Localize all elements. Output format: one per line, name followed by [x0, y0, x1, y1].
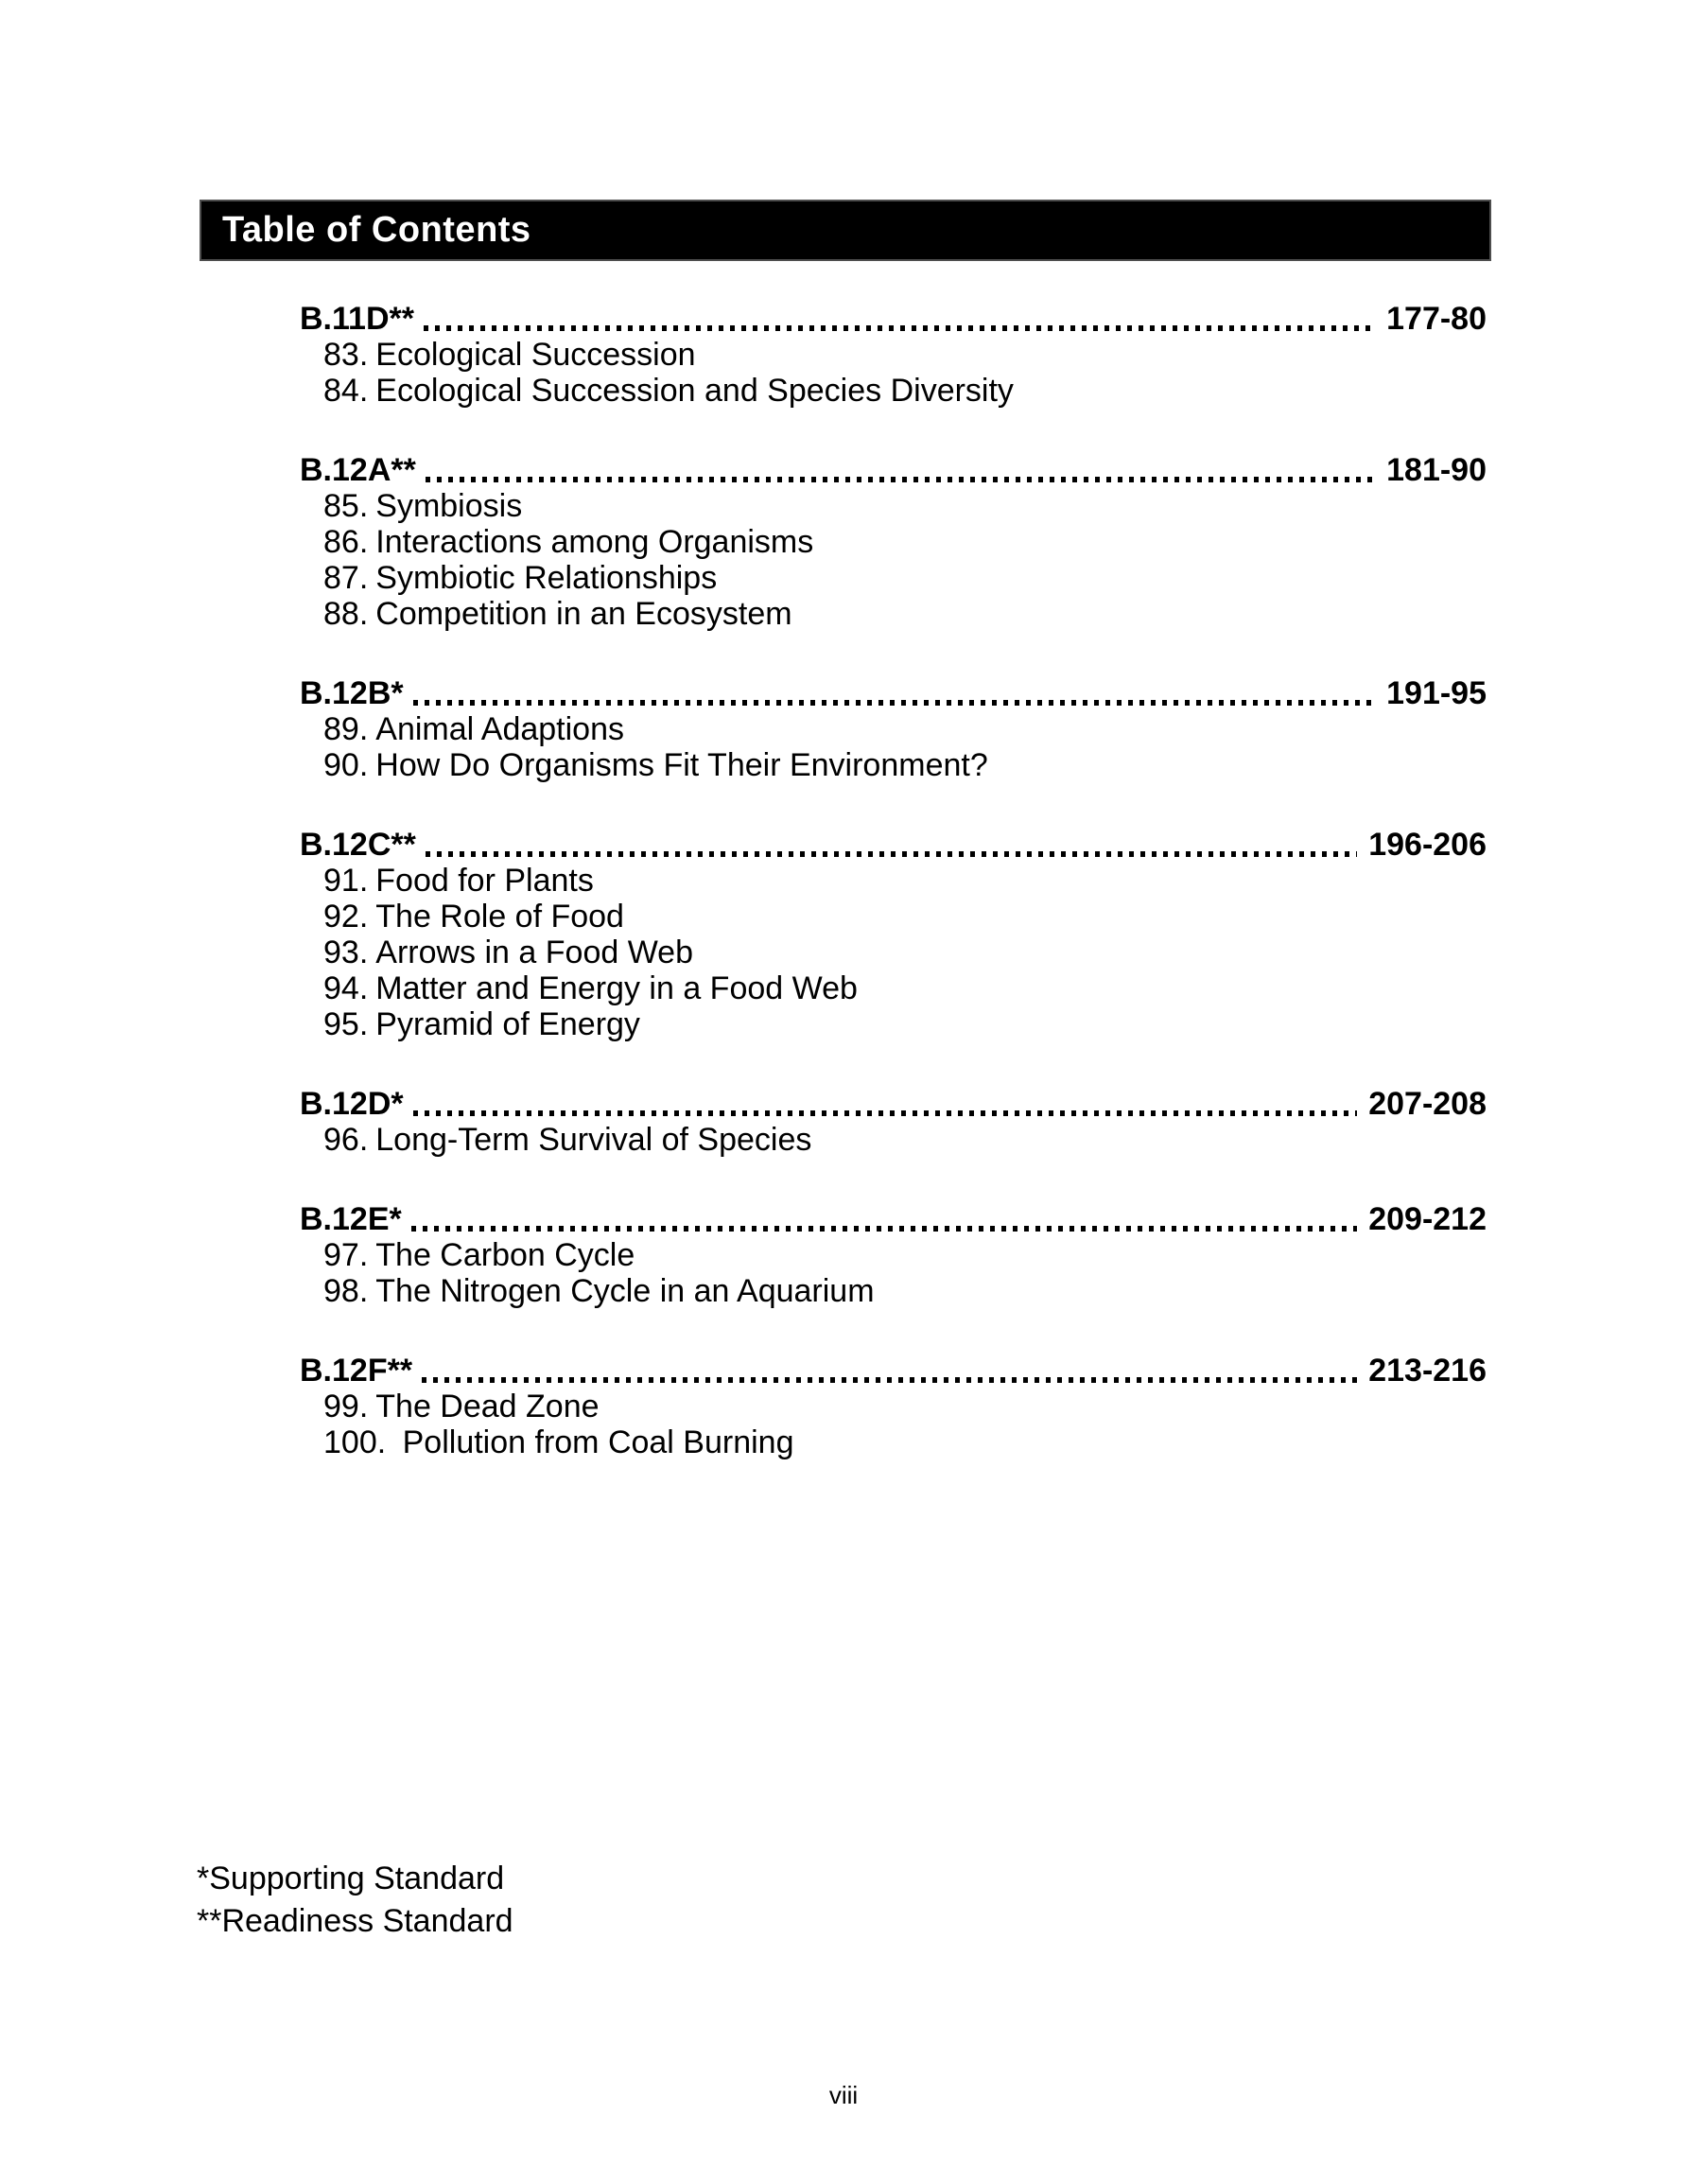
toc-item-85: [300, 488, 1487, 524]
toc-item-97: [300, 1237, 1487, 1273]
item-title: Pyramid of Energy: [375, 1006, 640, 1042]
page-range: 213-216: [1368, 1353, 1487, 1389]
toc-item-100: [300, 1424, 1487, 1460]
item-number: 86.: [323, 524, 369, 560]
standard-heading: [300, 1086, 1487, 1122]
item-title: Competition in an Ecosystem: [375, 596, 792, 632]
page-range: 191-95: [1386, 675, 1487, 711]
item-title: Symbiotic Relationships: [375, 560, 718, 596]
item-number: 93.: [323, 935, 369, 970]
toc-section-b12f: [300, 1353, 1487, 1460]
toc-item-93: [300, 935, 1487, 970]
item-number: 94.: [323, 970, 369, 1006]
dot-leader: [426, 477, 1375, 482]
item-title: Animal Adaptions: [375, 711, 624, 747]
standard-code: B.12B*: [300, 675, 404, 711]
item-number: 84.: [323, 373, 369, 409]
toc-item-98: [300, 1273, 1487, 1309]
page-range: 177-80: [1386, 301, 1487, 337]
toc-section-b12d: [300, 1086, 1487, 1158]
item-number: 100.: [323, 1424, 395, 1460]
standard-heading: [300, 452, 1487, 488]
dot-leader: [424, 325, 1375, 331]
toc-list: [300, 301, 1487, 1504]
footnotes: [197, 1858, 513, 1943]
item-number: 97.: [323, 1237, 369, 1273]
item-number: 85.: [323, 488, 369, 524]
toc-section-b12a: [300, 452, 1487, 632]
item-title: Interactions among Organisms: [375, 524, 814, 560]
toc-item-87: [300, 560, 1487, 596]
standard-heading: [300, 1353, 1487, 1389]
item-title: The Dead Zone: [375, 1389, 600, 1424]
toc-section-b12c: [300, 827, 1487, 1042]
toc-item-94: [300, 970, 1487, 1006]
item-number: 90.: [323, 747, 369, 783]
page-range: 209-212: [1368, 1201, 1487, 1237]
item-title: The Role of Food: [375, 899, 624, 935]
item-number: 92.: [323, 899, 369, 935]
item-title: How Do Organisms Fit Their Environment?: [375, 747, 988, 783]
item-title: The Nitrogen Cycle in an Aquarium: [375, 1273, 875, 1309]
toc-section-b12e: [300, 1201, 1487, 1309]
toc-item-96: [300, 1122, 1487, 1158]
item-title: Matter and Energy in a Food Web: [375, 970, 858, 1006]
standard-heading: [300, 1201, 1487, 1237]
dot-leader: [413, 1110, 1358, 1116]
dot-leader: [413, 700, 1376, 706]
item-number: 91.: [323, 863, 369, 899]
item-title: Ecological Succession and Species Diversity: [375, 373, 1014, 409]
toc-item-91: [300, 863, 1487, 899]
footnote-readiness-standard: **Readiness Standard: [197, 1903, 513, 1939]
dot-leader: [411, 1226, 1357, 1232]
toc-section-b11d: [300, 301, 1487, 409]
toc-item-88: [300, 596, 1487, 632]
standard-code: B.12E*: [300, 1201, 402, 1237]
standard-heading: [300, 301, 1487, 337]
item-title: Ecological Succession: [375, 337, 696, 373]
item-title: Food for Plants: [375, 863, 594, 899]
standard-heading: [300, 675, 1487, 711]
item-number: 96.: [323, 1122, 369, 1158]
item-title: Arrows in a Food Web: [375, 935, 693, 970]
standard-code: B.12D*: [300, 1086, 404, 1122]
toc-item-83: [300, 337, 1487, 373]
standard-heading: [300, 827, 1487, 863]
toc-item-95: [300, 1006, 1487, 1042]
dot-leader: [426, 851, 1357, 857]
toc-item-84: [300, 373, 1487, 409]
item-title: Symbiosis: [375, 488, 523, 524]
item-title: Pollution from Coal Burning: [402, 1424, 794, 1460]
toc-item-86: [300, 524, 1487, 560]
item-number: 83.: [323, 337, 369, 373]
item-number: 88.: [323, 596, 369, 632]
toc-header-bar: [200, 200, 1491, 261]
item-number: 89.: [323, 711, 369, 747]
standard-code: B.12C**: [300, 827, 416, 863]
item-number: 98.: [323, 1273, 369, 1309]
page-range: 207-208: [1368, 1086, 1487, 1122]
toc-section-b12b: [300, 675, 1487, 783]
item-title: The Carbon Cycle: [375, 1237, 635, 1273]
item-number: 95.: [323, 1006, 369, 1042]
item-title: Long-Term Survival of Species: [375, 1122, 812, 1158]
page-title: Table of Contents: [222, 210, 531, 250]
standard-code: B.12A**: [300, 452, 416, 488]
toc-item-90: [300, 747, 1487, 783]
standard-code: B.12F**: [300, 1353, 413, 1389]
toc-item-92: [300, 899, 1487, 935]
footnote-supporting-standard: *Supporting Standard: [197, 1861, 505, 1896]
page-range: 196-206: [1368, 827, 1487, 863]
page-number: viii: [828, 2081, 859, 2109]
item-number: 99.: [323, 1389, 369, 1424]
item-number: 87.: [323, 560, 369, 596]
dot-leader: [422, 1377, 1357, 1383]
toc-item-89: [300, 711, 1487, 747]
toc-item-99: [300, 1389, 1487, 1424]
page-range: 181-90: [1386, 452, 1487, 488]
standard-code: B.11D**: [300, 301, 414, 337]
